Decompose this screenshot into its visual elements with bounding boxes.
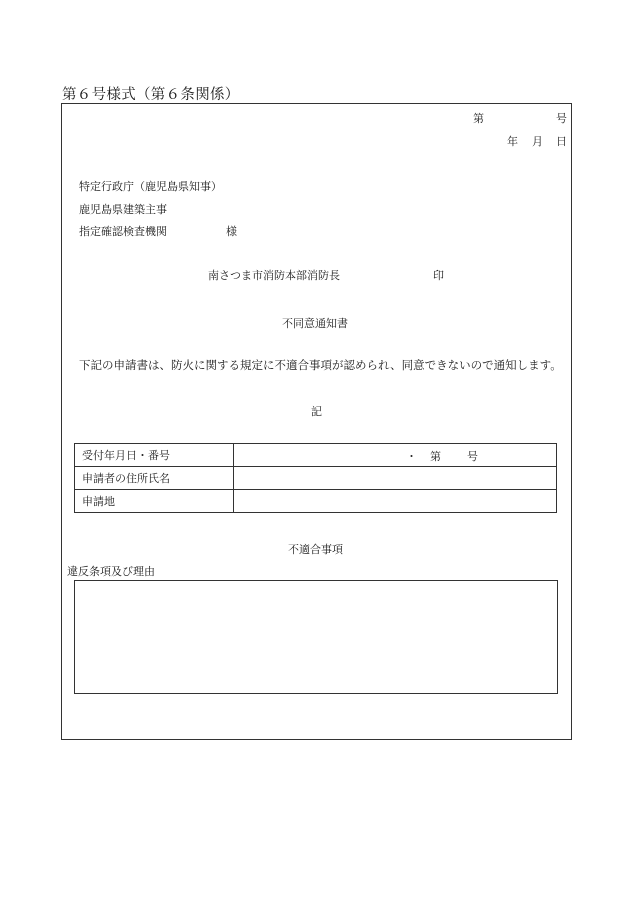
table-label-reception: 受付年月日・番号 [75,444,234,467]
reception-number-prefix: 第 [430,450,441,463]
recipient-line-3: 指定確認検査機関 [79,225,167,238]
table-value-reception[interactable] [234,444,557,467]
ki-heading: 記 [311,405,322,418]
violation-reason-box[interactable] [74,580,558,694]
table-value-applicant[interactable] [234,467,557,490]
table-row [75,490,557,513]
seal-mark: 印 [433,269,444,282]
recipient-line-1: 特定行政庁（鹿児島県知事） [79,180,222,193]
date-year: 年 [507,135,518,148]
body-text: 下記の申請書は、防火に関する規定に不適合事項が認められ、同意できないので通知します。 [79,358,562,372]
nonconformity-heading: 不適合事項 [288,543,343,556]
reception-dot: ・ [406,450,417,463]
table-label-site: 申請地 [75,490,234,513]
date-day: 日 [556,135,567,148]
table-value-site[interactable] [234,490,557,513]
recipient-line-2: 鹿児島県建築主事 [79,203,167,216]
table-row [75,444,557,467]
form-number-title: 第６号様式（第６条関係） [62,87,240,103]
violation-label: 違反条項及び理由 [67,565,155,578]
date-month: 月 [532,135,543,148]
table-label-applicant: 申請者の住所氏名 [75,467,234,490]
reception-number-suffix: 号 [467,450,478,463]
table-row [75,467,557,490]
document-title: 不同意通知書 [282,317,348,330]
sender-name: 南さつま市消防本部消防長 [208,269,340,282]
application-info-table [74,443,557,513]
number-suffix: 号 [556,112,567,125]
recipient-honorific: 様 [226,225,237,238]
number-prefix: 第 [473,112,484,125]
